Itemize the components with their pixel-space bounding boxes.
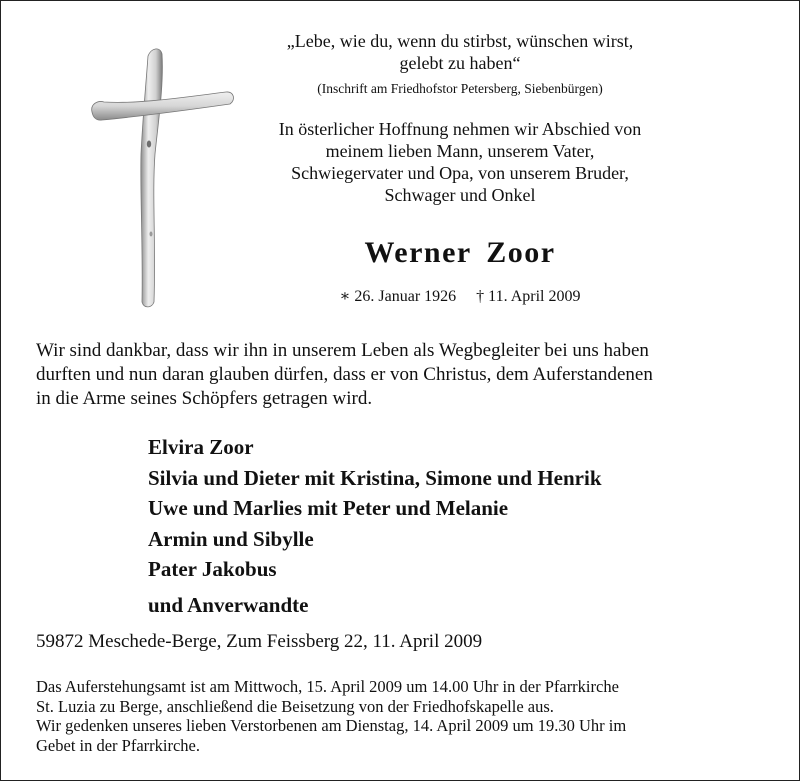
death-date: † 11. April 2009 [476,288,581,305]
intro-line-1: In österlicher Hoffnung nehmen wir Abschied von [278,119,642,139]
thanks-line-1: Wir sind dankbar, dass wir ihn in unserem Leben als Wegbegleiter bei uns haben [36,340,649,361]
thanks-line-3: in die Arme seines Schöpfers getragen wird. [36,388,373,409]
memorial-info-line-2: Gebet in der Pfarrkirche. [36,735,201,755]
life-dates [240,286,680,306]
intro-line-3: Schwiegervater und Opa, von unserem Bruder, [291,163,629,183]
mourners-list [148,432,768,620]
birth-date: ∗ 26. Januar 1926 [339,288,457,305]
deceased-name: Werner Zoor [364,236,556,269]
address-date: 59872 Meschede-Berge, Zum Feissberg 22, 11. April 2009 [36,631,483,652]
thanks-paragraph [36,339,766,411]
memorial-info [36,716,771,755]
quote [240,30,680,74]
mourner: Silvia und Dieter mit Kristina, Simone und Henrik [148,465,602,490]
quote-line-1: „Lebe, wie du, wenn du stirbst, wünschen wirst, [286,31,634,51]
funeral-info [36,677,771,716]
mourner: Armin und Sibylle [148,526,314,551]
thanks-line-2: durften und nun daran glauben dürfen, dass er von Christus, dem Auferstandenen [36,364,653,385]
intro-line-2: meinem lieben Mann, unserem Vater, [325,141,595,161]
mourner: und Anverwandte [148,592,309,617]
funeral-info-line-2: St. Luzia zu Berge, anschließend die Beisetzung von der Friedhofskapelle aus. [36,696,554,716]
mourner: Uwe und Marlies mit Peter und Melanie [148,496,509,520]
service-info [36,677,771,755]
mourner: Pater Jakobus [148,557,277,581]
intro-line-4: Schwager und Onkel [384,185,536,205]
memorial-info-line-1: Wir gedenken unseres lieben Verstorbenen am Dienstag, 14. April 2009 um 19.30 Uhr im [36,716,627,735]
quote-line-2: gelebt zu haben“ [399,53,521,73]
funeral-info-line-1: Das Auferstehungsamt ist am Mittwoch, 15. April 2009 um 14.00 Uhr in der Pfarrkirche [36,677,619,696]
farewell-intro [240,118,680,206]
wooden-cross-icon [88,44,238,312]
mourner: Elvira Zoor [148,435,254,459]
quote-source: (Inschrift am Friedhofstor Petersberg, Siebenbürgen) [317,81,603,96]
